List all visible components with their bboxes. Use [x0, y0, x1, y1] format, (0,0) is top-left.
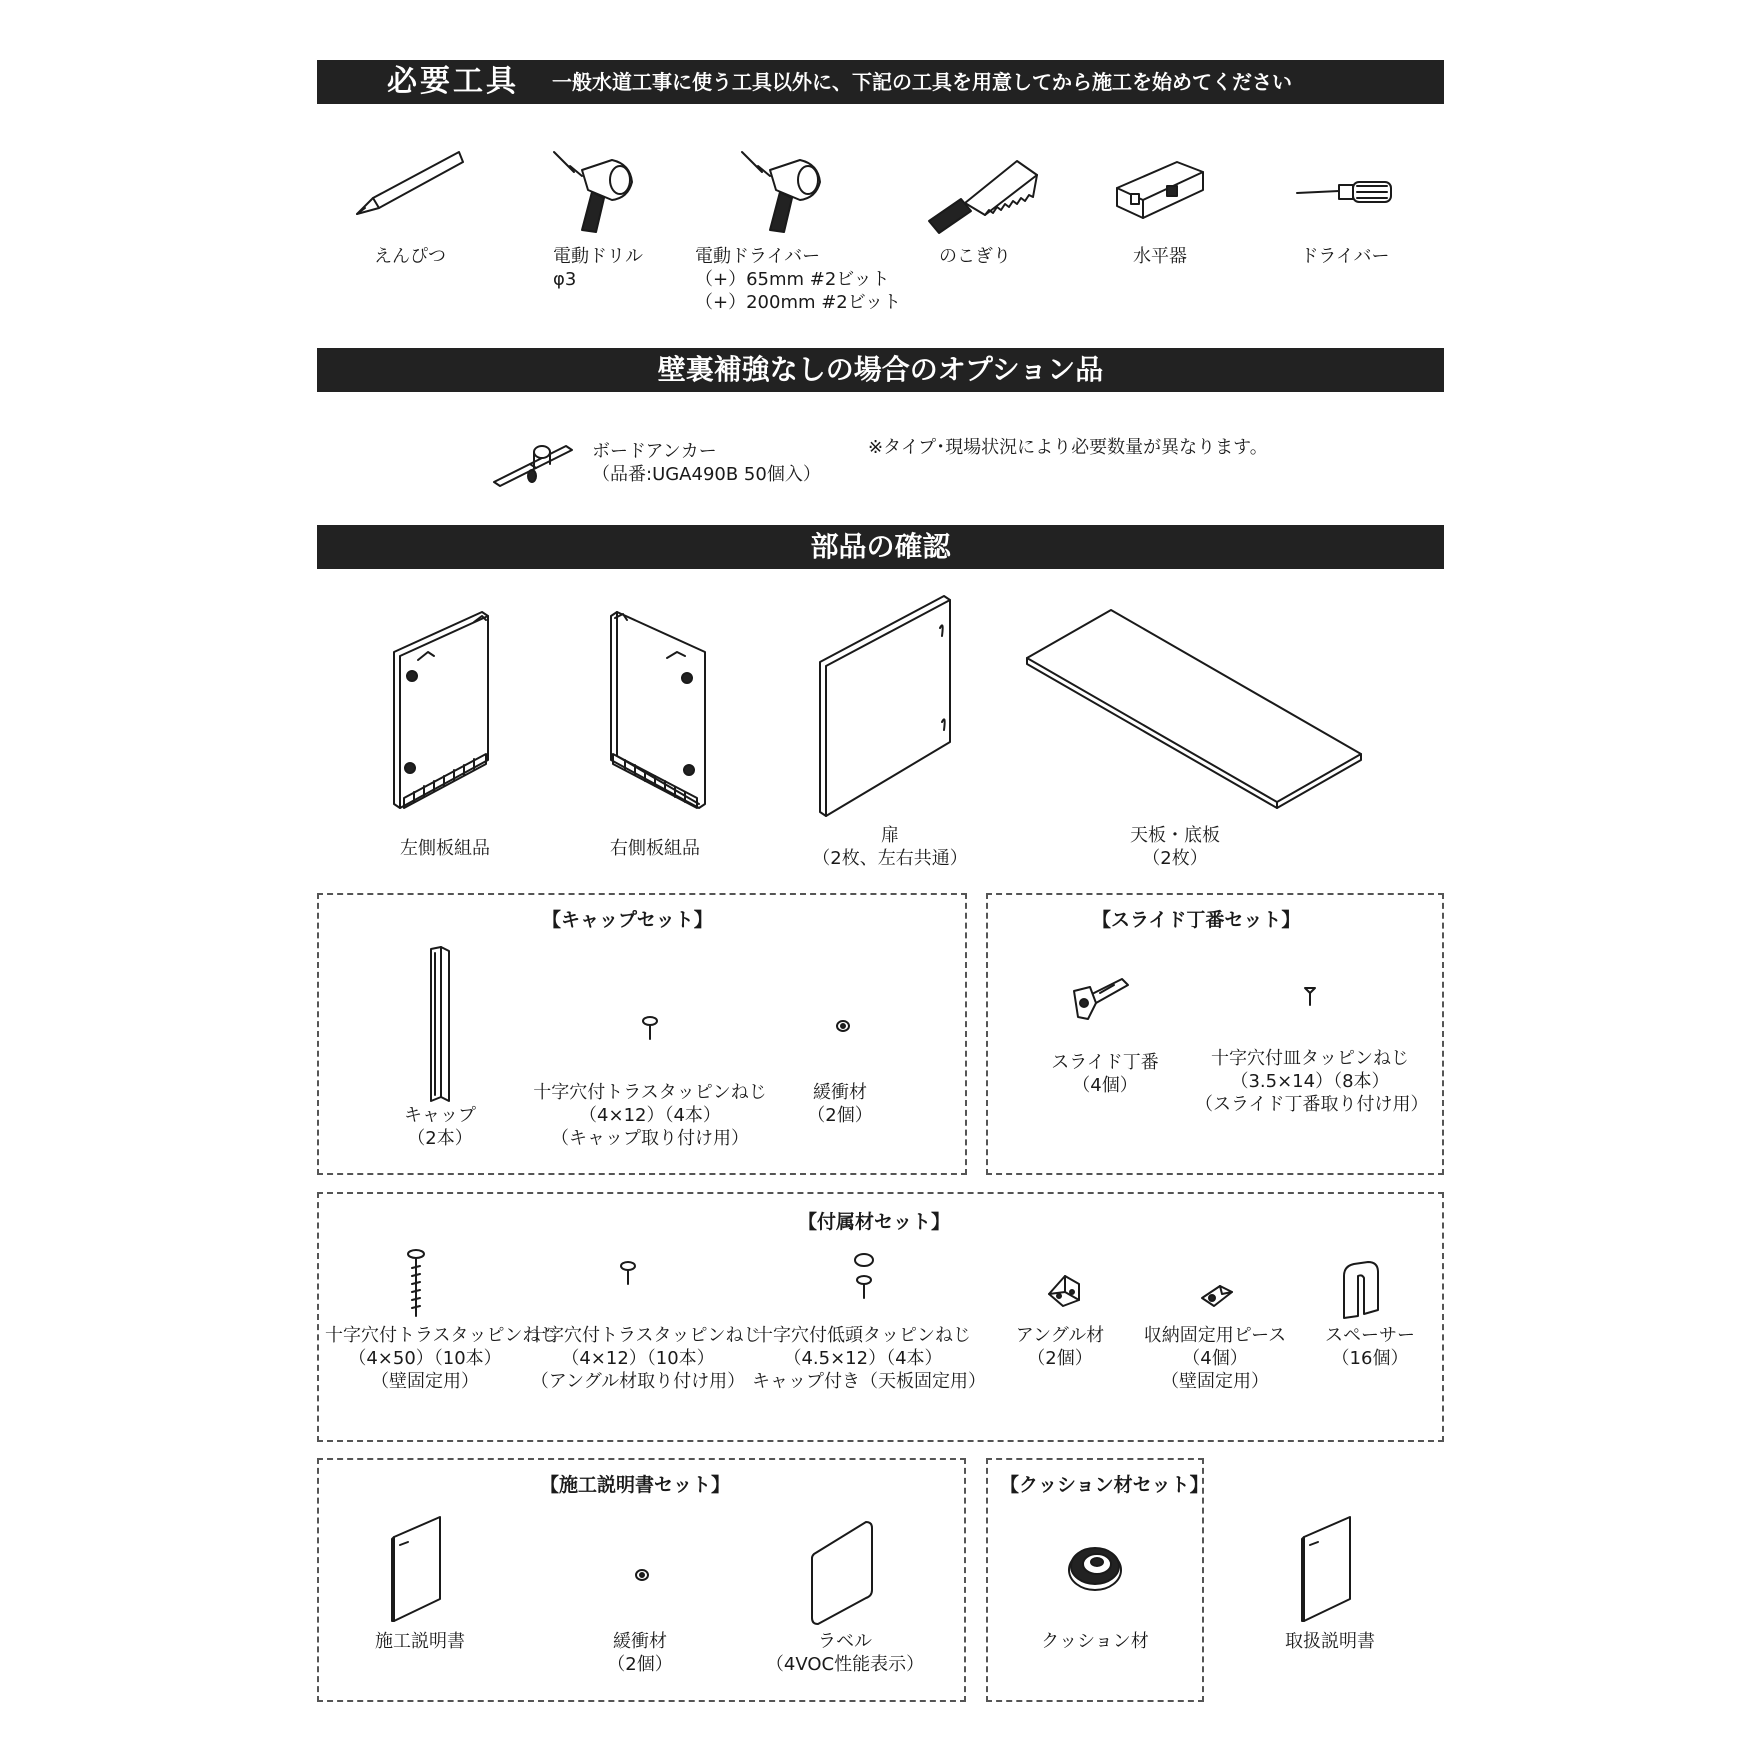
accessory-set-title: 【付属材セット】: [798, 1211, 951, 1233]
electric-drill-icon: [552, 150, 642, 235]
cushion-pad-icon: [834, 1018, 852, 1034]
tool-label-driver: 電動ドライバー （+）65mm #2ビット （+）200mm #2ビット: [695, 246, 902, 313]
angle-screw-label: 十字穴付トラスタッピンねじ （4×12）（10本） （アングル材取り付け用）: [528, 1325, 762, 1392]
label-sheet-icon: [810, 1518, 876, 1626]
slide-hinge-icon: [1070, 975, 1130, 1025]
tools-header-bar: [317, 60, 1444, 104]
slide-hinge-set-title: 【スライド丁番セット】: [1092, 909, 1301, 931]
door-icon: [818, 592, 954, 822]
hinge-screw-label: 十字穴付皿タッピンねじ （3.5×14）（8本） （スライド丁番取り付け用）: [1195, 1048, 1429, 1115]
spacer-label: スペーサー （16個）: [1325, 1325, 1415, 1369]
angle-bracket-label: アングル材 （2個）: [1015, 1325, 1105, 1369]
saw-icon: [925, 155, 1040, 235]
low-head-screw-with-cap-icon: [852, 1252, 876, 1304]
cushion-set-title: 【クッション材セット】: [1000, 1474, 1209, 1496]
cushion-roll-icon: [1065, 1540, 1125, 1596]
fixing-piece-icon: [1200, 1282, 1234, 1310]
option-note: ※タイプ･現場状況により必要数量が異なります。: [868, 437, 1268, 458]
parts-header-bar: [317, 525, 1444, 569]
slide-hinge-set-box: [986, 893, 1444, 1175]
part-label-left-side: 左側板組品: [400, 838, 490, 859]
tool-label-drill: 電動ドリル φ3: [553, 246, 643, 290]
pencil-icon: [355, 150, 465, 220]
electric-driver-icon: [740, 150, 830, 235]
low-head-screw-label: 十字穴付低頭タッピンねじ （4.5×12）（4本） キャップ付き（天板固定用）: [752, 1325, 986, 1392]
tools-header-note: 一般水道工事に使う工具以外に、下記の工具を用意してから施工を始めてください: [552, 70, 1292, 94]
long-screw-label: 十字穴付トラスタッピンねじ （4×50）（10本） （壁固定用）: [325, 1325, 559, 1392]
level-icon: [1115, 158, 1205, 223]
installation-manual-icon: [390, 1515, 450, 1625]
flat-screw-icon: [1302, 985, 1318, 1007]
long-truss-screw-icon: [404, 1248, 428, 1320]
cushion-pad-icon-2: [633, 1567, 651, 1583]
angle-bracket-icon: [1045, 1270, 1085, 1310]
cap-cushion-label: 緩衝材 （2個）: [807, 1082, 873, 1126]
fixing-piece-label: 収納固定用ピース （4個） （壁固定用）: [1143, 1325, 1287, 1392]
installation-manual-label: 施工説明書: [375, 1631, 465, 1652]
manual-cushion-label: 緩衝材 （2個）: [607, 1631, 673, 1675]
cushion-label: クッション材: [1041, 1631, 1149, 1652]
top-bottom-board-icon: [1025, 606, 1365, 806]
cap-icon: [427, 945, 457, 1105]
manual-set-title: 【施工説明書セット】: [540, 1474, 731, 1496]
tools-header-title: 必要工具: [387, 64, 519, 99]
part-label-top-bottom: 天板・底板 （2枚）: [1130, 825, 1220, 869]
tool-label-pencil: えんぴつ: [374, 246, 446, 267]
parts-header-title: 部品の確認: [810, 530, 951, 563]
cap-set-title: 【キャップセット】: [542, 909, 713, 931]
option-header-bar: [317, 348, 1444, 392]
left-side-panel-icon: [390, 608, 500, 813]
user-manual-label: 取扱説明書: [1285, 1631, 1375, 1652]
board-anchor-label: ボードアンカー （品番:UGA490B 50個入）: [592, 441, 821, 485]
label-sheet-label: ラベル （4VOC性能表示）: [765, 1631, 925, 1675]
right-side-panel-icon: [605, 608, 715, 813]
tool-label-screwdriver: ドライバー: [1300, 246, 1390, 267]
option-header-title: 壁裏補強なしの場合のオプション品: [657, 353, 1104, 386]
slide-hinge-label: スライド丁番 （4個）: [1051, 1052, 1159, 1096]
spacer-icon: [1340, 1260, 1382, 1320]
cap-label: キャップ （2本）: [404, 1105, 476, 1149]
user-manual-icon: [1300, 1515, 1360, 1625]
part-label-door: 扉 （2枚、左右共通）: [812, 825, 968, 869]
truss-screw-small-icon: [640, 1015, 660, 1043]
tool-label-saw: のこぎり: [939, 246, 1011, 267]
truss-screw-icon: [618, 1260, 638, 1288]
part-label-right-side: 右側板組品: [610, 838, 700, 859]
tool-label-level: 水平器: [1133, 246, 1187, 267]
cap-screw-label: 十字穴付トラスタッピンねじ （4×12）（4本） （キャップ取り付け用）: [533, 1082, 767, 1149]
board-anchor-icon: [490, 438, 575, 488]
screwdriver-icon: [1295, 178, 1395, 208]
